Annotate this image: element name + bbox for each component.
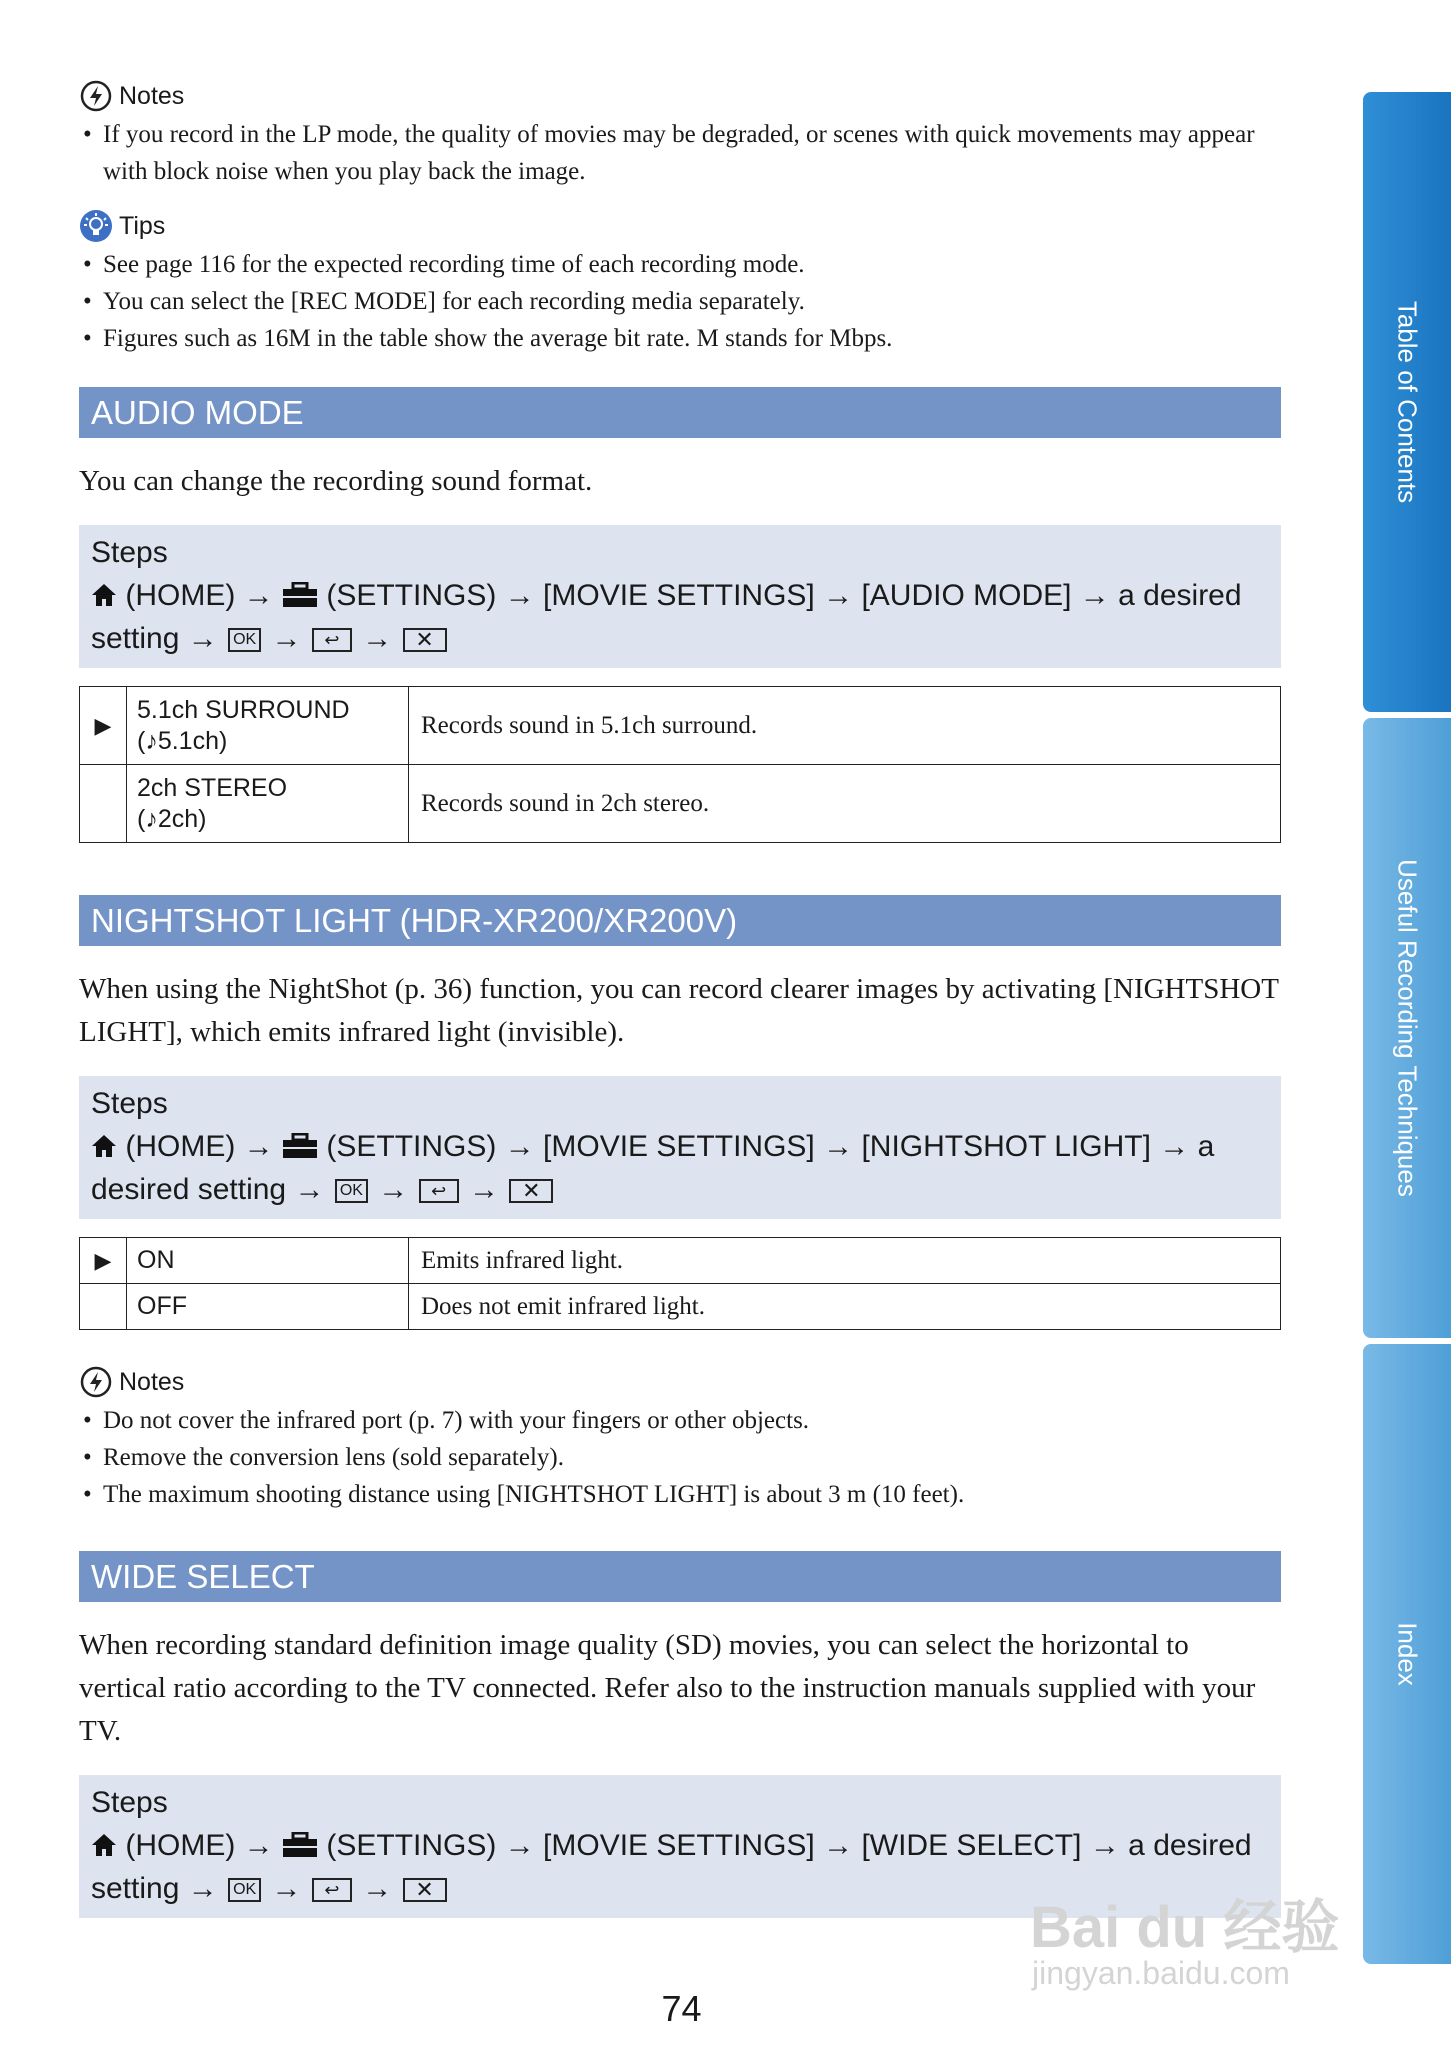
steps-label: Steps bbox=[91, 1786, 168, 1819]
close-button-icon: ✕ bbox=[403, 1878, 447, 1902]
close-button-icon: ✕ bbox=[509, 1179, 553, 1203]
section-heading-wide-select: WIDE SELECT bbox=[79, 1551, 1281, 1602]
close-button-icon: ✕ bbox=[403, 628, 447, 652]
steps-label: Steps bbox=[91, 536, 168, 569]
watermark-logo: Bai du 经验 bbox=[1030, 1895, 1340, 1960]
option-description: Emits infrared light. bbox=[409, 1238, 1281, 1284]
option-name: 5.1ch SURROUND (♪5.1ch) bbox=[127, 687, 409, 765]
tab-useful-recording-techniques[interactable]: Useful Recording Techniques bbox=[1363, 718, 1451, 1338]
steps-box: Steps (HOME) → (SETTINGS) → [MOVIE SETTINGS] → [WIDE SELECT] → a desired setting → OK → ↩ → ✕ bbox=[79, 1775, 1281, 1918]
options-table bbox=[79, 1237, 1281, 1330]
tips-block bbox=[79, 208, 1281, 357]
home-icon bbox=[91, 583, 117, 607]
note-item: • The maximum shooting distance using [NIGHTSHOT LIGHT] is about 3 m (10 feet). bbox=[103, 1476, 1281, 1513]
ok-button-icon: OK bbox=[228, 1878, 261, 1902]
notes-block bbox=[79, 78, 1281, 190]
ok-button-icon: OK bbox=[228, 628, 261, 652]
home-icon bbox=[91, 1134, 117, 1158]
tab-index[interactable]: Index bbox=[1363, 1344, 1451, 1964]
tip-item: • Figures such as 16M in the table show the average bit rate. M stands for Mbps. bbox=[103, 320, 1281, 357]
section-heading-audio-mode: AUDIO MODE bbox=[79, 387, 1281, 438]
option-name: OFF bbox=[127, 1284, 409, 1330]
return-button-icon: ↩ bbox=[312, 628, 352, 652]
tips-heading: Tips bbox=[79, 208, 1281, 244]
table-row bbox=[80, 687, 1281, 765]
notes-block bbox=[79, 1364, 1281, 1513]
section-intro: You can change the recording sound format. bbox=[79, 465, 593, 497]
toolbox-icon bbox=[282, 582, 318, 608]
steps-box: Steps (HOME) → (SETTINGS) → [MOVIE SETTINGS] → [NIGHTSHOT LIGHT] → a desired setting → OK → ↩ → ✕ bbox=[79, 1076, 1281, 1219]
section-intro: When using the NightShot (p. 36) function, you can record clearer images by activating [NIGHTSHOT LIGHT], which emits infrared light (invisible). bbox=[79, 973, 1279, 1048]
steps-box: Steps (HOME) → (SETTINGS) → [MOVIE SETTINGS] → [AUDIO MODE] → a desired setting → OK → ↩ → ✕ bbox=[79, 525, 1281, 668]
table-row bbox=[80, 765, 1281, 843]
notes-heading: Notes bbox=[79, 78, 1281, 114]
default-marker: ▶ bbox=[80, 687, 127, 765]
table-row bbox=[80, 1284, 1281, 1330]
home-icon bbox=[91, 1833, 117, 1857]
caution-icon bbox=[79, 79, 113, 113]
tab-table-of-contents[interactable]: Table of Contents bbox=[1363, 92, 1451, 712]
option-description: Records sound in 5.1ch surround. bbox=[409, 687, 1281, 765]
note-item: • Remove the conversion lens (sold separately). bbox=[103, 1439, 1281, 1476]
section-intro: When recording standard definition image quality (SD) movies, you can select the horizontal to vertical ratio according to the TV connected. Refer also to the instruction manuals supplied with your TV. bbox=[79, 1629, 1256, 1747]
watermark-url: jingyan.baidu.com bbox=[1032, 1955, 1290, 1991]
option-name: 2ch STEREO (♪2ch) bbox=[127, 765, 409, 843]
ok-button-icon: OK bbox=[335, 1179, 368, 1203]
option-description: Does not emit infrared light. bbox=[409, 1284, 1281, 1330]
option-name: ON bbox=[127, 1238, 409, 1284]
page-number: 74 bbox=[661, 1988, 702, 2029]
default-marker: ▶ bbox=[80, 1238, 127, 1284]
default-marker bbox=[80, 1284, 127, 1330]
manual-page bbox=[79, 78, 1281, 1918]
note-item: • If you record in the LP mode, the quality of movies may be degraded, or scenes with quick movements may appear with block noise when you play back the image. bbox=[103, 116, 1281, 190]
return-button-icon: ↩ bbox=[419, 1179, 459, 1203]
option-icon: (♪2ch) bbox=[137, 804, 207, 833]
toolbox-icon bbox=[282, 1133, 318, 1159]
caution-icon bbox=[79, 1365, 113, 1399]
toolbox-icon bbox=[282, 1832, 318, 1858]
note-item: • Do not cover the infrared port (p. 7) with your fingers or other objects. bbox=[103, 1402, 1281, 1439]
table-row bbox=[80, 1238, 1281, 1284]
steps-label: Steps bbox=[91, 1087, 168, 1120]
options-table bbox=[79, 686, 1281, 843]
option-icon: (♪5.1ch) bbox=[137, 726, 228, 755]
default-marker bbox=[80, 765, 127, 843]
lightbulb-icon bbox=[79, 209, 113, 243]
section-heading-nightshot-light: NIGHTSHOT LIGHT (HDR-XR200/XR200V) bbox=[79, 895, 1281, 946]
notes-heading: Notes bbox=[79, 1364, 1281, 1400]
tip-item: • See page 116 for the expected recording time of each recording mode. bbox=[103, 246, 1281, 283]
tip-item: • You can select the [REC MODE] for each recording media separately. bbox=[103, 283, 1281, 320]
return-button-icon: ↩ bbox=[312, 1878, 352, 1902]
option-description: Records sound in 2ch stereo. bbox=[409, 765, 1281, 843]
